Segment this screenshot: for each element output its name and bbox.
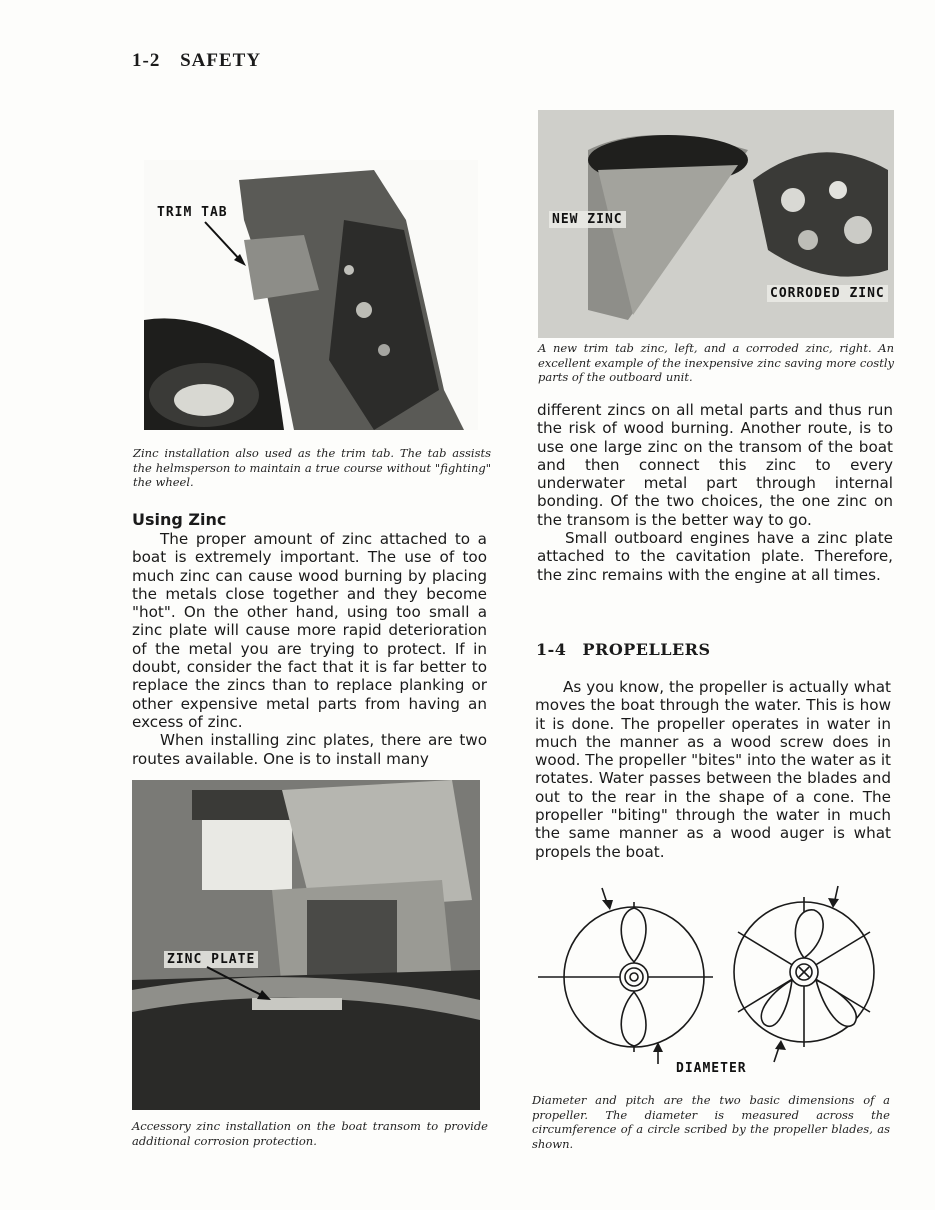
page-header: [132, 50, 261, 72]
section-number: 1-4: [536, 640, 567, 659]
zinc-plate-caption: Accessory zinc installation on the boat transom to provide additional corrosion protection.: [132, 1119, 488, 1148]
using-zinc-paragraph-2: When installing zinc plates, there are two routes available. One is to install many: [132, 731, 487, 768]
new-zinc-label: NEW ZINC: [549, 211, 626, 228]
propellers-body: [535, 678, 891, 861]
small-outboard-paragraph: Small outboard engines have a zinc plate attached to the cavitation plate. Therefore, the zinc remains with the engine at all times.: [537, 529, 893, 584]
zinc-comparison-caption: A new trim tab zinc, left, and a corroded zinc, right. An excellent example of the inexpensive zinc saving more costly parts of the outboard unit.: [538, 341, 894, 384]
propeller-diagram: [538, 882, 896, 1082]
using-zinc-heading: Using Zinc: [132, 510, 227, 529]
propellers-paragraph: As you know, the propeller is actually what moves the boat through the water. This is how it is done. The propeller operates in water in much the manner as a wood screw does in wood. The propeller "bites" into the water as it rotates. Water passes between the blades and out to the rear in the shape of a cone. The propeller "biting" through the water in much the same manner as a wood auger is what propels the boat.: [535, 678, 891, 861]
continuation-paragraph: different zincs on all metal parts and thus run the risk of wood burning. Another route, is to use one large zinc on the transom of the boat and then connect this zinc to every underwater metal part through internal bonding. Of the two choices, the one zinc on the transom is the better way to go.: [537, 401, 893, 529]
section-title: PROPELLERS: [582, 640, 711, 659]
zinc-plate-arrow: [205, 965, 275, 1005]
trim-tab-label: TRIM TAB: [157, 205, 228, 220]
propellers-heading: [536, 640, 711, 659]
zinc-plate-photo: [132, 780, 480, 1110]
page-title: SAFETY: [180, 50, 262, 71]
using-zinc-paragraph-1: The proper amount of zinc attached to a boat is extremely important. The use of too much zinc can cause wood burning by placing the metals close together and they become "hot". On the other hand, using too small a zinc plate will cause more rapid deterioration of the metal you are trying to protect. If in doubt, consider the fact that it is far better to replace the zincs than to replace planking or other expensive metal parts from having an excess of zinc.: [132, 530, 487, 731]
using-zinc-body: [132, 530, 487, 768]
trim-tab-arrow: [200, 220, 250, 270]
corroded-zinc-label: CORRODED ZINC: [767, 285, 888, 302]
propeller-caption: Diameter and pitch are the two basic dimensions of a propeller. The diameter is measured across the circumference of a circle scribed by the propeller blades, as shown.: [532, 1093, 890, 1151]
diameter-label: DIAMETER: [676, 1061, 747, 1076]
zinc-plate-label: ZINC PLATE: [164, 951, 258, 968]
two-blade-propeller: [538, 902, 713, 1052]
right-column-body: [537, 401, 893, 584]
three-blade-propeller: [734, 897, 874, 1047]
trim-tab-photo: [144, 160, 478, 430]
page-number: 1-2: [132, 50, 161, 71]
trim-tab-caption: Zinc installation also used as the trim tab. The tab assists the helmsperson to maintain a true course without "fighting" the wheel.: [133, 446, 491, 489]
